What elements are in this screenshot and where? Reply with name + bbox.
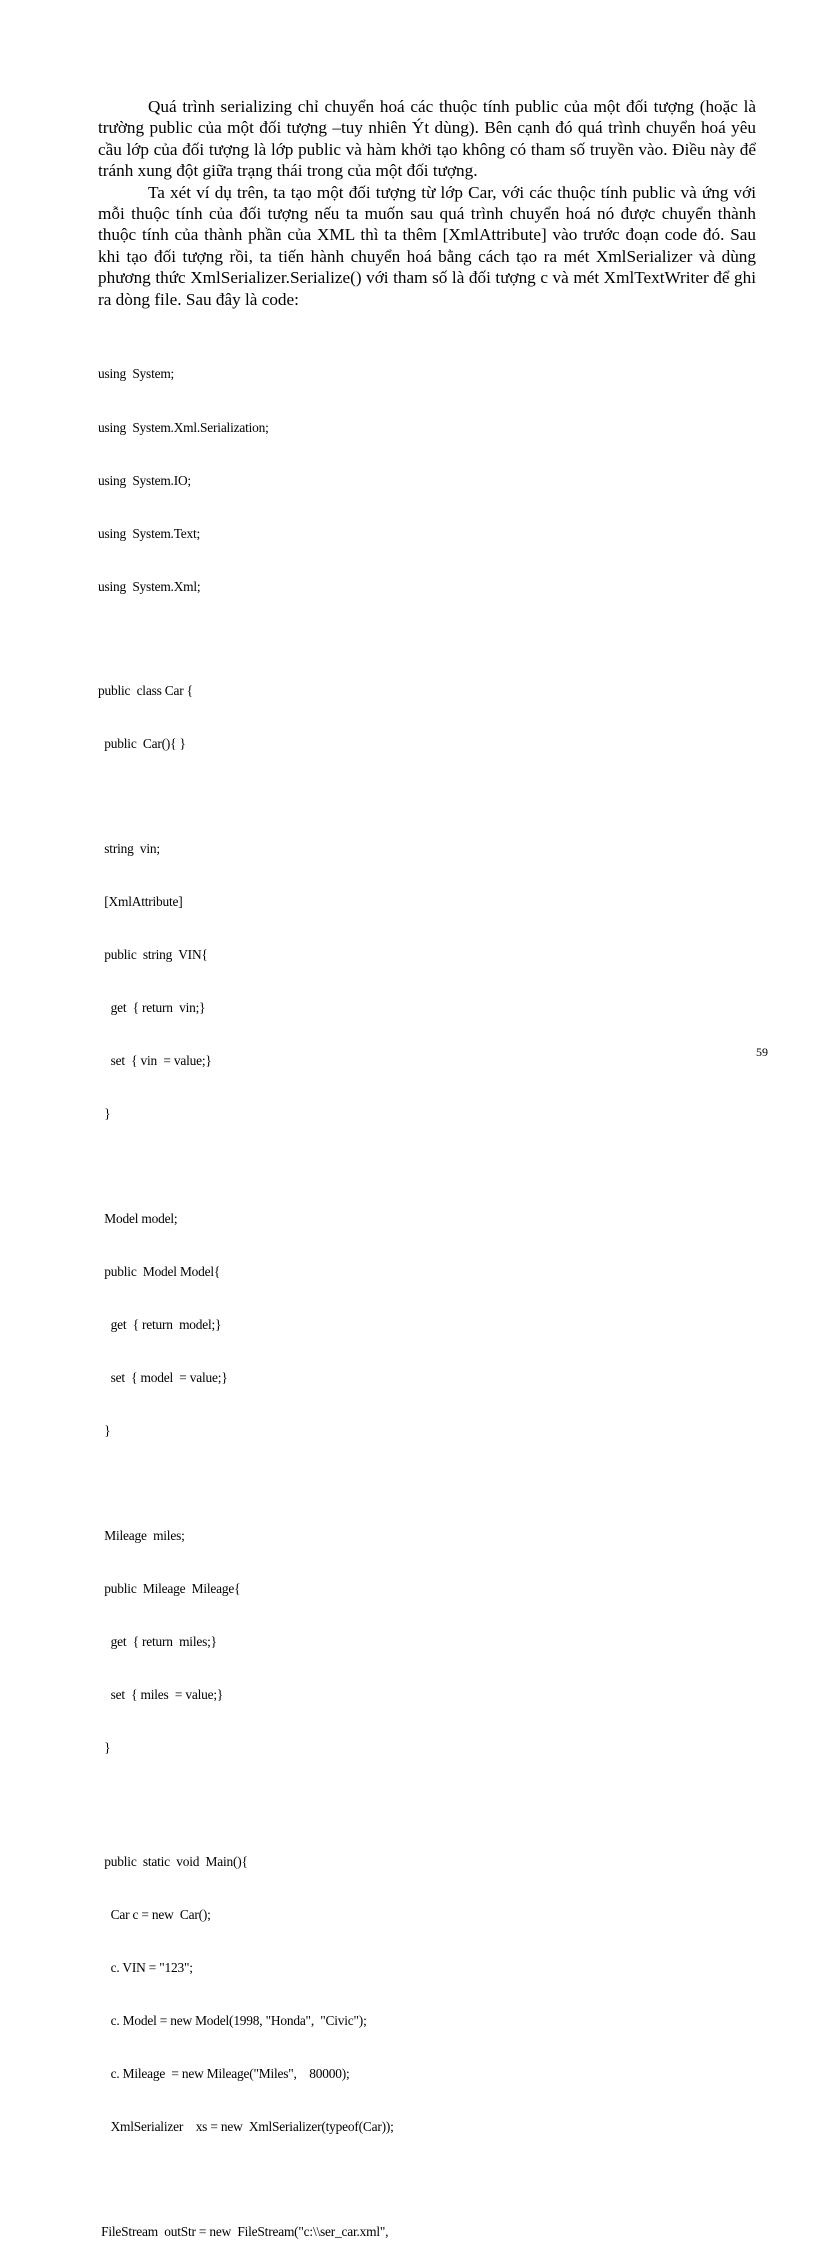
- code-blank-line: [98, 1158, 738, 1174]
- code-line: public Mileage Mileage{: [98, 1580, 241, 1596]
- code-line: Mileage miles;: [98, 1527, 185, 1543]
- code-line: public Model Model{: [98, 1263, 221, 1279]
- code-line: FileStream outStr = new FileStream("c:\\ser_car.xml",: [98, 2223, 389, 2239]
- code-line: set { miles = value;}: [98, 1687, 224, 1702]
- code-line: get { return model;}: [98, 1317, 222, 1333]
- code-line: }: [98, 1423, 111, 1439]
- code-listing: [98, 330, 738, 2246]
- code-line: c. Model = new Model(1998, "Honda", "Civic");: [98, 2012, 367, 2028]
- code-line: set { vin = value;}: [98, 1053, 212, 1069]
- code-line: c. VIN = "123";: [98, 1959, 193, 1975]
- code-line: using System.Text;: [98, 525, 201, 541]
- code-line: using System.IO;: [98, 472, 191, 488]
- code-line: public string VIN{: [98, 947, 208, 963]
- code-line: string vin;: [98, 840, 160, 856]
- code-blank-line: [98, 1475, 738, 1491]
- code-line: public static void Main(){: [98, 1853, 248, 1869]
- code-blank-line: [98, 631, 738, 647]
- code-blank-line: [98, 1792, 738, 1817]
- code-blank-line: [98, 2171, 738, 2187]
- code-line: c. Mileage = new Mileage("Miles", 80000);: [98, 2065, 350, 2081]
- code-line: get { return vin;}: [98, 1000, 206, 1016]
- code-line: using System;: [98, 366, 175, 382]
- code-blank-line: [98, 788, 738, 804]
- code-line: XmlSerializer xs = new XmlSerializer(typeof(Car));: [98, 2119, 394, 2135]
- page-number: 59: [756, 1045, 768, 1059]
- code-line: }: [98, 1106, 111, 1122]
- code-line: [XmlAttribute]: [98, 893, 183, 909]
- paragraph-2: Ta xét ví dụ trên, ta tạo một đối tượng từ lớp Car, với các thuộc tính public và ứng với mỗi thuộc tính của đối tượng nếu ta muốn sau quá trình chuyển hoá nó được chuyển thành thuộc tính của thành phần của XML thì ta thêm [XmlAttribute] vào trước đoạn code đó. Sau khi tạo đối tượng rồi, ta tiến hành chuyển hoá bằng cách tạo ra mét XmlSerializer và dùng phương thức XmlSerializer.Serialize() với tham số là đối tượng c và mét XmlTextWriter để ghi ra dòng file. Sau đây là code:: [98, 182, 756, 309]
- code-line: public Car(){ }: [98, 736, 186, 752]
- paragraph-1: Quá trình serializing chỉ chuyển hoá các thuộc tính public của một đối tượng (hoặc là trường public của một đối tượng –tuy nhiên Ýt dùng). Bên cạnh đó quá trình chuyển hoá yêu cầu lớp của đối tượng là lớp public và hàm khởi tạo không có tham số truyền vào. Điều này để tránh xung đột giữa trạng thái trong của một đối tượng.: [98, 97, 756, 181]
- code-line: get { return miles;}: [98, 1633, 217, 1649]
- code-line: public class Car {: [98, 683, 193, 699]
- code-line: using System.Xml;: [98, 578, 201, 594]
- code-line: set { model = value;}: [98, 1370, 228, 1386]
- code-line: }: [98, 1740, 111, 1756]
- code-line: Car c = new Car();: [98, 1906, 211, 1922]
- code-line: Model model;: [98, 1210, 178, 1226]
- code-line: using System.Xml.Serialization;: [98, 419, 269, 435]
- body-text: [98, 96, 756, 310]
